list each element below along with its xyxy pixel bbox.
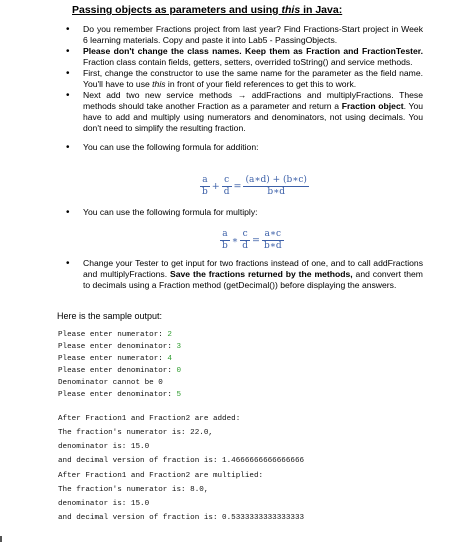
- code-line: denominator is: 15.0: [58, 443, 150, 451]
- bullet-item: • Please don't change the class names. Keep them as Fraction and FractionTester. Fraction class contain fields, getters, setters, overrided toString() and service methods.: [63, 46, 423, 68]
- document-title: [72, 4, 342, 16]
- code-line: denominator is: 15.0: [58, 500, 150, 508]
- code-line: After Fraction1 and Fraction2 are multiplied:: [58, 472, 264, 480]
- code-line: and decimal version of fraction is: 0.5333333333333333: [58, 514, 305, 522]
- multiply-formula: $\frac{a}{b}$ ∗ $\frac{c}{d}$ = $\frac{a∗c}{b∗d}$: [222, 229, 282, 251]
- code-line: Please enter denominator: 0: [58, 367, 182, 375]
- title-suffix: in Java:: [300, 4, 343, 16]
- multiplied-output-block: [58, 469, 304, 525]
- code-line: Please enter denominator: 3: [58, 343, 182, 351]
- page-edge-mark: [0, 536, 2, 542]
- fraction-c-d: $\frac{c}{d}$: [242, 229, 248, 251]
- fraction-c-d: $\frac{c}{d}$: [223, 175, 230, 197]
- bullet-item: • Next add two new service methods → addFractions and multiplyFractions. These methods should take another Fraction as a parameter and return a Fraction object. You have to add and multiply using numerators and denominators, not using decimals. You don't need to simplify the resulting fraction.: [63, 90, 423, 134]
- added-output-block: [58, 412, 304, 468]
- code-line: and decimal version of fraction is: 1.4666666666666666: [58, 457, 305, 465]
- code-line: The fraction's numerator is: 8.0,: [58, 486, 209, 494]
- bullet-item: • Change your Tester to get input for two fractions instead of one, and to call addFractions and multiplyFractions. Save the fractions returned by the methods, and convert them to decimals using a Fraction method (getDecimal()) before displaying the answers.: [63, 258, 423, 291]
- fraction-result: $\frac{(a∗d) + (b∗c)}{b∗d}$: [245, 175, 307, 197]
- fraction-a-b: $\frac{a}{b}$: [202, 175, 208, 197]
- title-text: Passing objects as parameters and using: [72, 4, 282, 16]
- bullet-item: • You can use the following formula for multiply:: [63, 207, 423, 218]
- bullet-item: • Do you remember Fractions project from last year? Find Fractions-Start project in Week 6 learning materials. Copy and paste it into Lab5 - PassingObjects.: [63, 24, 423, 46]
- code-line: Please enter denominator: 5: [58, 391, 182, 399]
- fraction-a-b: $\frac{a}{b}$: [222, 229, 228, 251]
- title-emphasis: this: [281, 4, 301, 16]
- code-line: After Fraction1 and Fraction2 are added:: [58, 415, 241, 423]
- code-line: Denominator cannot be 0: [58, 379, 163, 387]
- bullet-item: • You can use the following formula for addition:: [63, 142, 423, 153]
- code-line: Please enter numerator: 2: [58, 331, 172, 339]
- sample-output-heading: Here is the sample output:: [57, 311, 163, 321]
- fraction-result: $\frac{a∗c}{b∗d}$: [263, 229, 282, 251]
- code-line: The fraction's numerator is: 22.0,: [58, 429, 213, 437]
- bullet-item: • First, change the constructor to use the same name for the parameter as the field name. You'll have to use this in front of your field references to get this to work.: [63, 68, 423, 90]
- addition-formula: $\frac{a}{b}$ + $\frac{c}{d}$ = $\frac{(a∗d) + (b∗c)}{b∗d}$: [202, 175, 307, 197]
- code-line: Please enter numerator: 4: [58, 355, 172, 363]
- sample-input-block: [58, 330, 181, 400]
